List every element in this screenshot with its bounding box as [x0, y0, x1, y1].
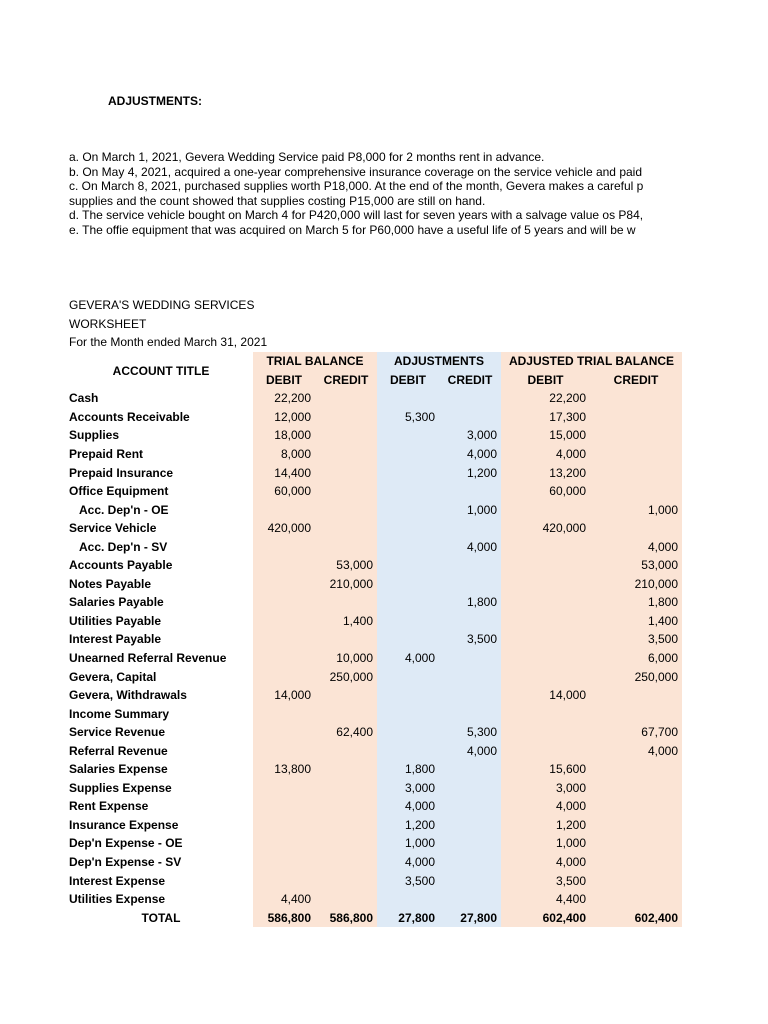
atb-debit-cell: [501, 556, 590, 575]
tb-debit-cell: 60,000: [253, 482, 315, 501]
atb-credit-cell: [590, 779, 682, 798]
tb-credit-cell: [315, 853, 377, 872]
tb-credit-cell: [315, 593, 377, 612]
account-title-cell: Acc. Dep'n - SV: [79, 539, 168, 554]
table-row: [64, 556, 682, 575]
atb-debit-cell: 60,000: [501, 482, 590, 501]
tb-credit-cell: [315, 686, 377, 705]
adj-debit-cell: [377, 519, 439, 538]
atb-credit-cell: 210,000: [590, 575, 682, 594]
adjustment-item: supplies and the count showed that supplies costing P15,000 are still on hand.: [69, 193, 486, 208]
total-adj-debit-cell: 27,800: [377, 908, 439, 927]
tb-credit-cell: [315, 426, 377, 445]
tb-debit-cell: [253, 537, 315, 556]
total-row: [64, 908, 682, 927]
account-title-cell: Income Summary: [69, 706, 170, 721]
atb-debit-cell: [501, 575, 590, 594]
adj-debit-cell: [377, 667, 439, 686]
account-title-cell: Service Vehicle: [69, 521, 157, 536]
adj-debit-cell: [377, 593, 439, 612]
account-title-cell: Notes Payable: [69, 576, 152, 591]
adj-credit-cell: [439, 816, 501, 835]
adj-debit-cell: [377, 704, 439, 723]
table-row: [64, 723, 682, 742]
table-row: [64, 741, 682, 760]
table-row: [64, 779, 682, 798]
table-row: [64, 445, 682, 464]
tb-debit-cell: 4,400: [253, 890, 315, 909]
tb-debit-cell: [253, 575, 315, 594]
adjustment-item: a. On March 1, 2021, Gevera Wedding Service paid P8,000 for 2 months rent in advance.: [69, 150, 545, 164]
tb-credit-cell: [315, 834, 377, 853]
adjustments-list: [69, 150, 666, 237]
account-title-cell: Acc. Dep'n - OE: [79, 502, 169, 517]
company-name: GEVERA'S WEDDING SERVICES: [69, 298, 255, 312]
tb-credit-cell: [315, 500, 377, 519]
adj-debit-cell: [377, 537, 439, 556]
adjustment-item: c. On March 8, 2021, purchased supplies worth P18,000. At the end of the month, Gevera makes a careful p: [69, 179, 644, 193]
account-title-cell: Cash: [69, 391, 99, 406]
total-atb-debit-cell: 602,400: [501, 908, 590, 927]
atb-credit-cell: [590, 797, 682, 816]
table-row: [64, 853, 682, 872]
adj-debit-cell: [377, 612, 439, 631]
account-title-cell: Prepaid Insurance: [69, 465, 174, 480]
adj-credit-cell: [439, 612, 501, 631]
table-row: [64, 704, 682, 723]
tb-debit-cell: 18,000: [253, 426, 315, 445]
table-row: [64, 630, 682, 649]
tb-debit-cell: 22,200: [253, 389, 315, 408]
account-title-cell: Accounts Payable: [69, 558, 173, 573]
tb-credit-cell: [315, 871, 377, 890]
total-tb-credit-cell: 586,800: [315, 908, 377, 927]
adj-credit-cell: [439, 779, 501, 798]
account-title-cell: Dep'n Expense - SV: [69, 855, 182, 870]
account-title-cell: Utilities Payable: [69, 613, 162, 628]
adj-credit-cell: [439, 834, 501, 853]
tb-debit-cell: 420,000: [253, 519, 315, 538]
tb-credit-cell: [315, 408, 377, 427]
adj-credit-cell: 4,000: [439, 741, 501, 760]
tb-debit-cell: 12,000: [253, 408, 315, 427]
adj-debit-cell: [377, 686, 439, 705]
account-title-cell: Service Revenue: [69, 725, 166, 740]
total-adj-credit-cell: 27,800: [439, 908, 501, 927]
adj-credit-cell: 1,000: [439, 500, 501, 519]
atb-credit-cell: [590, 871, 682, 890]
tb-debit-cell: [253, 500, 315, 519]
total-label: TOTAL: [141, 910, 181, 925]
table-row: [64, 834, 682, 853]
adj-debit-cell: [377, 890, 439, 909]
header-adj-debit: DEBIT: [377, 371, 439, 390]
adj-debit-cell: [377, 741, 439, 760]
adj-debit-cell: [377, 482, 439, 501]
header-atb-credit: CREDIT: [590, 371, 682, 390]
adj-debit-cell: [377, 426, 439, 445]
atb-debit-cell: [501, 593, 590, 612]
atb-credit-cell: [590, 463, 682, 482]
adj-credit-cell: 1,800: [439, 593, 501, 612]
account-title-cell: Utilities Expense: [69, 892, 166, 907]
tb-debit-cell: 8,000: [253, 445, 315, 464]
adjustment-item: e. The offie equipment that was acquired on March 5 for P60,000 have a useful life of 5 years and will be w: [69, 222, 636, 237]
adj-credit-cell: [439, 853, 501, 872]
atb-credit-cell: [590, 816, 682, 835]
adj-debit-cell: 3,500: [377, 871, 439, 890]
adj-credit-cell: [439, 389, 501, 408]
tb-debit-cell: [253, 779, 315, 798]
atb-debit-cell: 4,000: [501, 445, 590, 464]
tb-debit-cell: 14,400: [253, 463, 315, 482]
document-title: WORKSHEET: [69, 317, 147, 331]
total-tb-debit-cell: 586,800: [253, 908, 315, 927]
table-row: [64, 519, 682, 538]
adj-debit-cell: 3,000: [377, 779, 439, 798]
adj-credit-cell: [439, 649, 501, 668]
account-title-cell: Unearned Referral Revenue: [69, 651, 227, 666]
account-title-cell: Salaries Payable: [69, 595, 164, 610]
atb-credit-cell: [590, 890, 682, 909]
table-row: [64, 389, 682, 408]
adj-credit-cell: [439, 760, 501, 779]
atb-debit-cell: 14,000: [501, 686, 590, 705]
atb-credit-cell: 4,000: [590, 741, 682, 760]
atb-credit-cell: [590, 834, 682, 853]
atb-credit-cell: 1,000: [590, 500, 682, 519]
adj-credit-cell: [439, 890, 501, 909]
atb-credit-cell: [590, 686, 682, 705]
tb-debit-cell: [253, 797, 315, 816]
atb-credit-cell: [590, 389, 682, 408]
atb-debit-cell: 15,000: [501, 426, 590, 445]
tb-credit-cell: 53,000: [315, 556, 377, 575]
adj-debit-cell: 1,800: [377, 760, 439, 779]
adj-debit-cell: [377, 630, 439, 649]
atb-credit-cell: [590, 704, 682, 723]
adj-credit-cell: 3,000: [439, 426, 501, 445]
adj-debit-cell: [377, 723, 439, 742]
atb-debit-cell: 1,000: [501, 834, 590, 853]
atb-debit-cell: [501, 723, 590, 742]
tb-debit-cell: [253, 871, 315, 890]
table-row: [64, 537, 682, 556]
account-title-cell: Insurance Expense: [69, 817, 179, 832]
atb-credit-cell: 53,000: [590, 556, 682, 575]
atb-debit-cell: [501, 704, 590, 723]
tb-credit-cell: [315, 463, 377, 482]
adj-credit-cell: [439, 519, 501, 538]
header-account-title: ACCOUNT TITLE: [112, 363, 210, 378]
table-row: [64, 500, 682, 519]
atb-debit-cell: 13,200: [501, 463, 590, 482]
header-adjustments: ADJUSTMENTS: [377, 352, 501, 371]
atb-credit-cell: 250,000: [590, 667, 682, 686]
table-row: [64, 575, 682, 594]
adj-debit-cell: 1,000: [377, 834, 439, 853]
table-row: [64, 871, 682, 890]
tb-credit-cell: [315, 760, 377, 779]
atb-credit-cell: [590, 426, 682, 445]
account-title-cell: Office Equipment: [69, 484, 169, 499]
atb-debit-cell: 4,000: [501, 853, 590, 872]
account-title-cell: Accounts Receivable: [69, 409, 190, 424]
table-row: [64, 890, 682, 909]
account-title-cell: Rent Expense: [69, 799, 149, 814]
atb-debit-cell: [501, 612, 590, 631]
adj-debit-cell: [377, 500, 439, 519]
tb-credit-cell: [315, 445, 377, 464]
atb-credit-cell: [590, 760, 682, 779]
tb-debit-cell: [253, 723, 315, 742]
tb-debit-cell: [253, 556, 315, 575]
tb-credit-cell: [315, 797, 377, 816]
atb-credit-cell: [590, 408, 682, 427]
table-row: [64, 463, 682, 482]
adj-debit-cell: [377, 463, 439, 482]
header-adjusted-trial-balance: ADJUSTED TRIAL BALANCE: [501, 352, 682, 371]
tb-credit-cell: [315, 741, 377, 760]
tb-credit-cell: [315, 816, 377, 835]
adjustments-heading: ADJUSTMENTS:: [108, 94, 203, 108]
atb-debit-cell: 17,300: [501, 408, 590, 427]
total-atb-credit-cell: 602,400: [590, 908, 682, 927]
atb-debit-cell: [501, 537, 590, 556]
account-title-cell: Gevera, Capital: [69, 669, 157, 684]
tb-credit-cell: [315, 704, 377, 723]
adj-credit-cell: [439, 797, 501, 816]
tb-credit-cell: 210,000: [315, 575, 377, 594]
account-title-cell: Interest Payable: [69, 632, 162, 647]
atb-credit-cell: [590, 445, 682, 464]
atb-debit-cell: 4,000: [501, 797, 590, 816]
adj-debit-cell: [377, 389, 439, 408]
tb-debit-cell: [253, 612, 315, 631]
account-title-cell: Dep'n Expense - OE: [69, 836, 183, 851]
tb-debit-cell: [253, 704, 315, 723]
adj-debit-cell: 4,000: [377, 649, 439, 668]
atb-credit-cell: 3,500: [590, 630, 682, 649]
adj-debit-cell: [377, 445, 439, 464]
tb-debit-cell: [253, 667, 315, 686]
adj-credit-cell: [439, 871, 501, 890]
header-row-groups: [64, 352, 682, 371]
adj-credit-cell: [439, 556, 501, 575]
adj-credit-cell: [439, 408, 501, 427]
tb-credit-cell: [315, 519, 377, 538]
adj-credit-cell: 5,300: [439, 723, 501, 742]
tb-credit-cell: 1,400: [315, 612, 377, 631]
tb-credit-cell: 250,000: [315, 667, 377, 686]
header-tb-debit: DEBIT: [253, 371, 315, 390]
adj-debit-cell: [377, 556, 439, 575]
account-title-cell: Gevera, Withdrawals: [69, 688, 187, 703]
table-row: [64, 482, 682, 501]
tb-credit-cell: [315, 389, 377, 408]
adj-credit-cell: 3,500: [439, 630, 501, 649]
adj-debit-cell: 5,300: [377, 408, 439, 427]
adj-debit-cell: 4,000: [377, 853, 439, 872]
atb-credit-cell: [590, 853, 682, 872]
tb-credit-cell: [315, 779, 377, 798]
table-row: [64, 593, 682, 612]
atb-credit-cell: 6,000: [590, 649, 682, 668]
account-title-cell: Prepaid Rent: [69, 447, 144, 461]
tb-credit-cell: 62,400: [315, 723, 377, 742]
tb-credit-cell: [315, 630, 377, 649]
adj-debit-cell: 1,200: [377, 816, 439, 835]
adj-credit-cell: 4,000: [439, 537, 501, 556]
header-trial-balance: TRIAL BALANCE: [253, 352, 377, 371]
atb-debit-cell: [501, 741, 590, 760]
tb-credit-cell: [315, 890, 377, 909]
table-row: [64, 760, 682, 779]
atb-debit-cell: [501, 667, 590, 686]
table-row: [64, 797, 682, 816]
table-row: [64, 612, 682, 631]
worksheet-table: [64, 352, 682, 927]
atb-debit-cell: 3,000: [501, 779, 590, 798]
adj-credit-cell: [439, 686, 501, 705]
tb-debit-cell: 13,800: [253, 760, 315, 779]
account-title-cell: Interest Expense: [69, 873, 166, 888]
atb-credit-cell: [590, 482, 682, 501]
table-row: [64, 426, 682, 445]
atb-credit-cell: 67,700: [590, 723, 682, 742]
tb-credit-cell: [315, 482, 377, 501]
table-row: [64, 408, 682, 427]
atb-debit-cell: 22,200: [501, 389, 590, 408]
table-row: [64, 686, 682, 705]
adj-credit-cell: 1,200: [439, 463, 501, 482]
atb-debit-cell: [501, 630, 590, 649]
header-atb-debit: DEBIT: [501, 371, 590, 390]
adj-credit-cell: [439, 704, 501, 723]
adj-credit-cell: 4,000: [439, 445, 501, 464]
atb-credit-cell: 1,400: [590, 612, 682, 631]
tb-debit-cell: 14,000: [253, 686, 315, 705]
atb-debit-cell: [501, 649, 590, 668]
atb-debit-cell: 15,600: [501, 760, 590, 779]
adjustment-item: d. The service vehicle bought on March 4 for P420,000 will last for seven years with a salvage value os P84,: [69, 208, 644, 222]
tb-debit-cell: [253, 649, 315, 668]
tb-debit-cell: [253, 630, 315, 649]
account-title-cell: Supplies Expense: [69, 780, 172, 795]
account-title-cell: Supplies: [69, 428, 120, 443]
tb-debit-cell: [253, 593, 315, 612]
account-title-cell: Salaries Expense: [69, 762, 168, 777]
table-row: [64, 667, 682, 686]
adj-debit-cell: 4,000: [377, 797, 439, 816]
table-row: [64, 649, 682, 668]
adj-debit-cell: [377, 575, 439, 594]
atb-debit-cell: 1,200: [501, 816, 590, 835]
atb-credit-cell: 4,000: [590, 537, 682, 556]
atb-credit-cell: 1,800: [590, 593, 682, 612]
tb-debit-cell: [253, 741, 315, 760]
table-row: [64, 816, 682, 835]
adj-credit-cell: [439, 482, 501, 501]
tb-credit-cell: 10,000: [315, 649, 377, 668]
header-tb-credit: CREDIT: [315, 371, 377, 390]
atb-debit-cell: [501, 500, 590, 519]
header-adj-credit: CREDIT: [439, 371, 501, 390]
period-line: For the Month ended March 31, 2021: [69, 335, 268, 349]
tb-debit-cell: [253, 834, 315, 853]
adj-credit-cell: [439, 575, 501, 594]
account-title-cell: Referral Revenue: [69, 743, 168, 758]
tb-debit-cell: [253, 853, 315, 872]
atb-debit-cell: 4,400: [501, 890, 590, 909]
tb-credit-cell: [315, 537, 377, 556]
atb-credit-cell: [590, 519, 682, 538]
atb-debit-cell: 420,000: [501, 519, 590, 538]
adjustment-item: b. On May 4, 2021, acquired a one-year comprehensive insurance coverage on the service vehicle and paid: [69, 164, 643, 179]
tb-debit-cell: [253, 816, 315, 835]
atb-debit-cell: 3,500: [501, 871, 590, 890]
adj-credit-cell: [439, 667, 501, 686]
